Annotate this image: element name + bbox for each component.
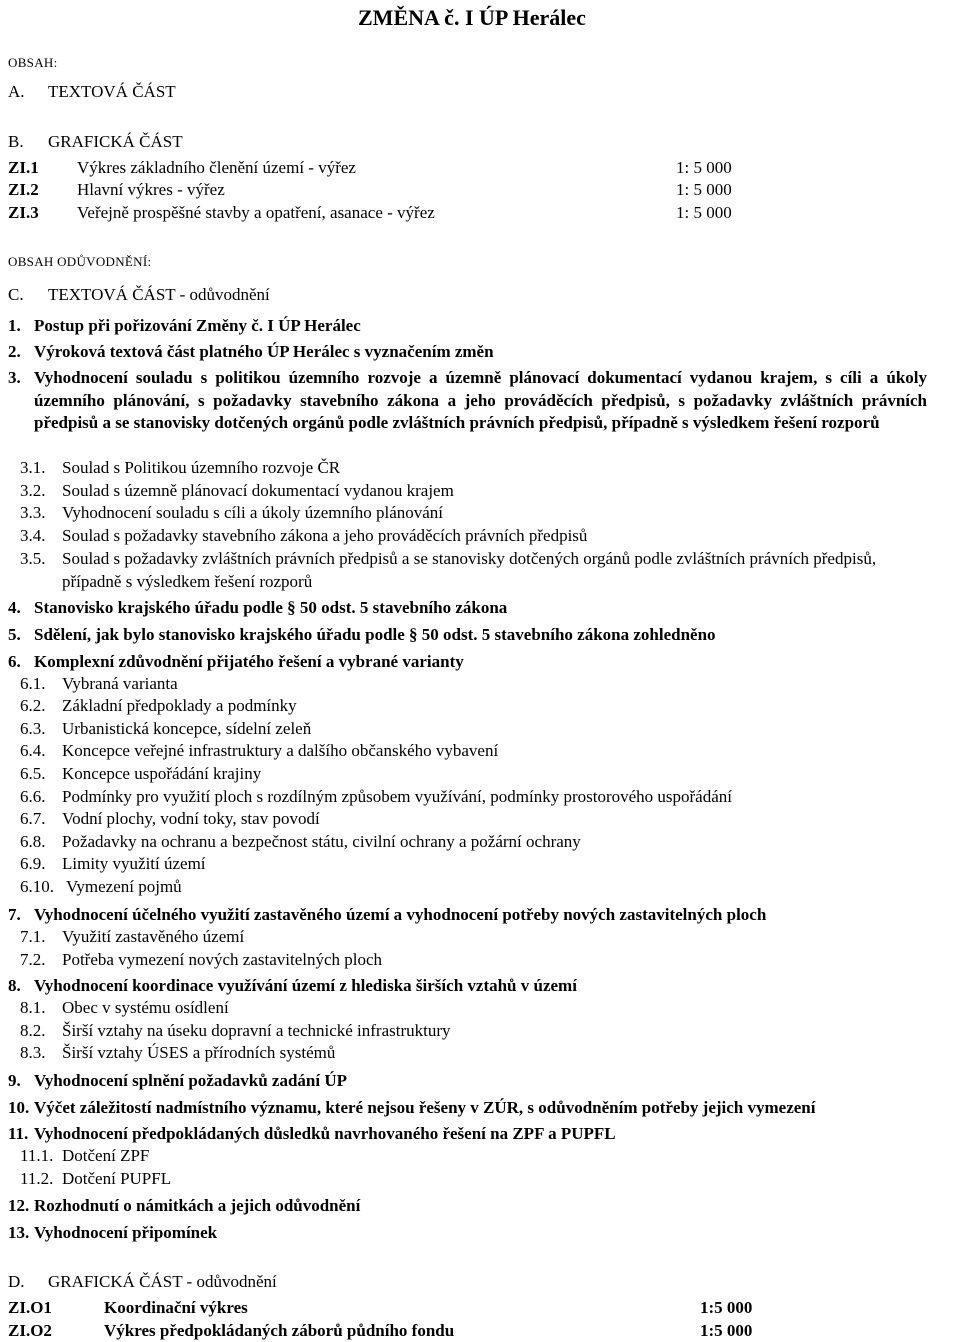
item-number: 5. (8, 625, 21, 644)
subitem-number: 11.1. (20, 1146, 54, 1165)
item-number: 11. (8, 1124, 29, 1143)
d-row-code: ZI.O2 (8, 1321, 52, 1340)
b-row-scale: 1: 5 000 (676, 203, 732, 222)
subitem-number: 6.3. (20, 719, 46, 738)
item-label: Stanovisko krajského úřadu podle § 50 odst. 5 stavebního zákona (34, 598, 508, 617)
subitem-label: Soulad s územně plánovací dokumentací vydanou krajem (62, 481, 454, 500)
section-d-number: D. (8, 1272, 25, 1291)
section-d-label: GRAFICKÁ ČÁST - odůvodnění (48, 1272, 277, 1291)
subitem-label: Vybraná varianta (62, 674, 178, 693)
b-row-label: Veřejně prospěšné stavby a opatření, asanace - výřez (77, 203, 435, 222)
b-row-code: ZI.1 (8, 158, 39, 177)
d-row-label: Výkres předpokládaných záborů půdního fondu (104, 1321, 455, 1340)
obsah-heading: OBSAH: (8, 55, 58, 70)
item-label: Postup při pořizování Změny č. I ÚP Herálec (34, 316, 361, 335)
b-row-code: ZI.2 (8, 180, 39, 199)
section-b-label: GRAFICKÁ ČÁST (48, 132, 183, 151)
item-number: 4. (8, 598, 21, 617)
item-label: Vyhodnocení souladu s politikou územního rozvoje a územně plánovací dokumentací vydanou krajem, s cíli a úkoly územního plánování, s požadavky stavebního zákona a jeho prováděcích předpisů, s požadavky zvláštních právních předpisů a se stanovisky dotčených orgánů podle zvláštních právních předpisů, případně s výsledkem řešení rozporů (34, 368, 927, 432)
item-label: Vyhodnocení připomínek (34, 1223, 218, 1242)
subitem-label: Vymezení pojmů (66, 877, 182, 896)
subitem-number: 6.8. (20, 832, 46, 851)
item-number: 1. (8, 316, 21, 335)
section-c-number: C. (8, 285, 24, 304)
b-row-scale: 1: 5 000 (676, 180, 732, 199)
subitem-label: Soulad s požadavky zvláštních právních předpisů a se stanovisky dotčených orgánů podle zvláštních právních předpisů, případně s výsledkem řešení rozporů (62, 549, 877, 591)
item-number: 12. (8, 1196, 30, 1215)
section-a-label: TEXTOVÁ ČÁST (48, 82, 176, 101)
subitem-number: 6.2. (20, 696, 46, 715)
d-row-scale: 1:5 000 (700, 1321, 753, 1340)
subitem-label: Obec v systému osídlení (62, 998, 229, 1017)
b-row-scale: 1: 5 000 (676, 158, 732, 177)
item-label: Rozhodnutí o námitkách a jejich odůvodnění (34, 1196, 361, 1215)
subitem-label: Širší vztahy ÚSES a přírodních systémů (62, 1043, 336, 1062)
subitem-number: 8.1. (20, 998, 46, 1017)
subitem-label: Soulad s Politikou územního rozvoje ČR (62, 458, 341, 477)
item-label: Sdělení, jak bylo stanovisko krajského úřadu podle § 50 odst. 5 stavebního zákona zohledněno (34, 625, 716, 644)
subitem-number: 3.2. (20, 481, 46, 500)
item-label: Vyhodnocení koordinace využívání území z hlediska širších vztahů v území (34, 976, 577, 995)
item-number: 7. (8, 905, 21, 924)
item-label: Výčet záležitostí nadmístního významu, které nejsou řešeny v ZÚR, s odůvodněním potřeby jejich vymezení (34, 1098, 816, 1117)
subitem-label: Širší vztahy na úseku dopravní a technické infrastruktury (62, 1021, 451, 1040)
subitem-number: 6.7. (20, 809, 46, 828)
item-number: 9. (8, 1071, 21, 1090)
subitem-number: 3.4. (20, 526, 46, 545)
subitem-label: Požadavky na ochranu a bezpečnost státu, civilní ochrany a požární ochrany (62, 832, 581, 851)
section-c-label: TEXTOVÁ ČÁST - odůvodnění (48, 285, 270, 304)
d-row-code: ZI.O1 (8, 1298, 52, 1317)
item-number: 3. (8, 368, 21, 387)
subitem-number: 6.10. (20, 877, 54, 896)
subitem-label: Koncepce veřejné infrastruktury a dalšího občanského vybavení (62, 741, 499, 760)
subitem-number: 6.1. (20, 674, 46, 693)
item-number: 6. (8, 652, 21, 671)
b-row-label: Výkres základního členění území - výřez (77, 158, 356, 177)
subitem-number: 6.6. (20, 787, 46, 806)
b-row-label: Hlavní výkres - výřez (77, 180, 225, 199)
subitem-number: 3.1. (20, 458, 46, 477)
subitem-label: Vodní plochy, vodní toky, stav povodí (62, 809, 320, 828)
subitem-label: Potřeba vymezení nových zastavitelných ploch (62, 950, 383, 969)
item-label: Výroková textová část platného ÚP Herálec s vyznačením změn (34, 342, 494, 361)
subitem-number: 11.2. (20, 1169, 54, 1188)
b-row-code: ZI.3 (8, 203, 39, 222)
obsah-oduvodneni-heading: OBSAH ODŮVODNĚNÍ: (8, 254, 152, 269)
item-number: 10. (8, 1098, 30, 1117)
subitem-label: Koncepce uspořádání krajiny (62, 764, 262, 783)
subitem-label: Základní předpoklady a podmínky (62, 696, 297, 715)
d-row-label: Koordinační výkres (104, 1298, 248, 1317)
subitem-label: Dotčení PUPFL (62, 1169, 172, 1188)
page-title: ZMĚNA č. I ÚP Herálec (358, 5, 586, 30)
subitem-number: 3.5. (20, 549, 46, 568)
item-label: Vyhodnocení předpokládaných důsledků navrhovaného řešení na ZPF a PUPFL (34, 1124, 616, 1143)
item-label: Vyhodnocení účelného využití zastavěného území a vyhodnocení potřeby nových zastavitelných ploch (34, 905, 767, 924)
subitem-number: 3.3. (20, 503, 46, 522)
item-number: 2. (8, 342, 21, 361)
subitem-number: 8.3. (20, 1043, 46, 1062)
subitem-label: Soulad s požadavky stavebního zákona a jeho prováděcích právních předpisů (62, 526, 588, 545)
item-label: Komplexní zdůvodnění přijatého řešení a vybrané varianty (34, 652, 464, 671)
d-row-scale: 1:5 000 (700, 1298, 753, 1317)
subitem-label: Vyhodnocení souladu s cíli a úkoly územního plánování (62, 503, 444, 522)
subitem-number: 7.1. (20, 927, 46, 946)
item-number: 8. (8, 976, 21, 995)
subitem-number: 6.9. (20, 854, 46, 873)
subitem-label: Podmínky pro využití ploch s rozdílným způsobem využívání, podmínky prostorového uspořádání (62, 787, 732, 806)
subitem-number: 7.2. (20, 950, 46, 969)
subitem-label: Urbanistická koncepce, sídelní zeleň (62, 719, 312, 738)
item-number: 13. (8, 1223, 30, 1242)
subitem-label: Využití zastavěného území (62, 927, 245, 946)
subitem-number: 6.4. (20, 741, 46, 760)
subitem-number: 6.5. (20, 764, 46, 783)
section-b-number: B. (8, 132, 24, 151)
item-label: Vyhodnocení splnění požadavků zadání ÚP (34, 1071, 348, 1090)
subitem-label: Limity využití území (62, 854, 206, 873)
subitem-number: 8.2. (20, 1021, 46, 1040)
section-a-number: A. (8, 82, 25, 101)
subitem-label: Dotčení ZPF (62, 1146, 150, 1165)
